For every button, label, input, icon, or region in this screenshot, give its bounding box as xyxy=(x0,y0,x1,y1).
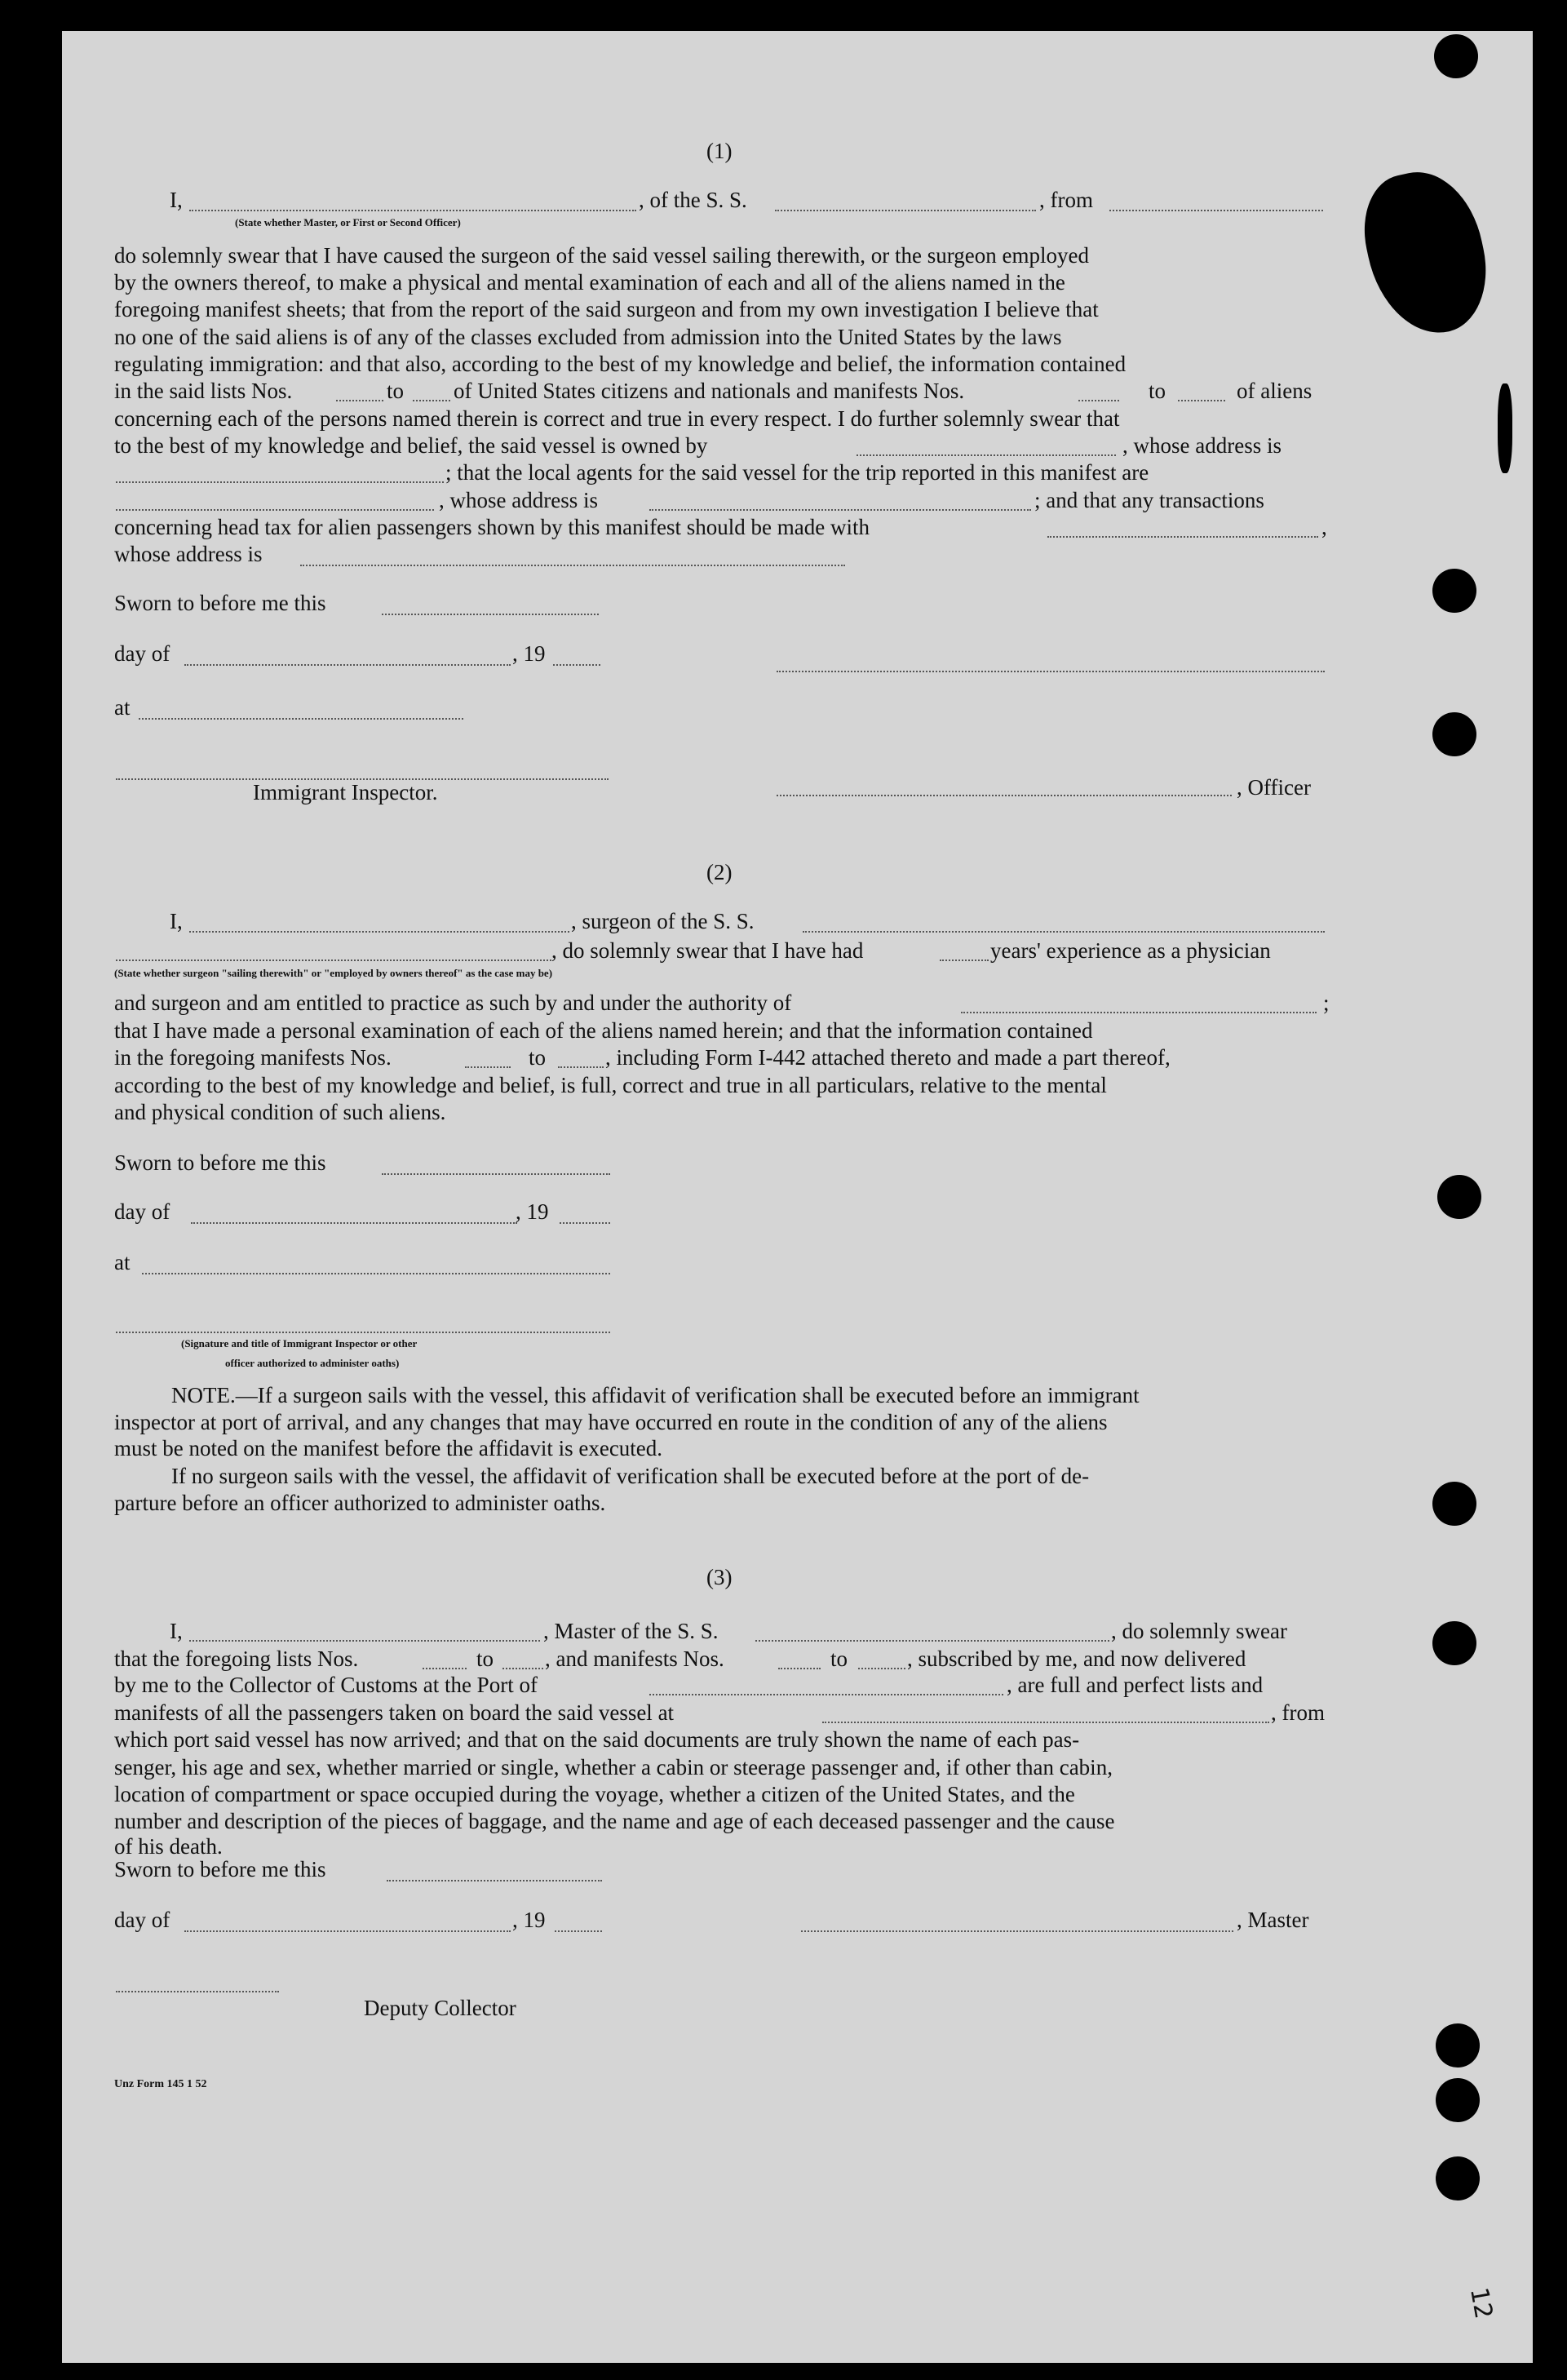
binder-hole xyxy=(1432,569,1476,613)
at-label: at xyxy=(114,1250,131,1274)
officer-rank-field[interactable] xyxy=(189,210,636,211)
affidavit-1-text: , whose address is xyxy=(439,488,598,512)
binder-hole xyxy=(1436,2078,1480,2122)
day-of-label: day of xyxy=(114,1199,170,1224)
affidavit-3-text: senger, his age and sex, whether married or single, whether a cabin or steerage passenger and, if other than cabin, xyxy=(114,1755,1113,1779)
section-2-heading: (2) xyxy=(706,860,733,884)
manifest-from-field[interactable] xyxy=(465,1066,511,1068)
affidavit-1-text: no one of the said aliens is of any of the classes excluded from admission into the United States by the laws xyxy=(114,325,1062,349)
deputy-collector-label: Deputy Collector xyxy=(364,1996,516,2020)
officer-line-label: I, xyxy=(170,188,183,212)
section-1-heading: (1) xyxy=(706,139,733,163)
manifests-to-field[interactable] xyxy=(858,1668,905,1669)
affidavit-3-text: location of compartment or space occupied during the voyage, whether a citizen of the United States, and the xyxy=(114,1782,1075,1806)
local-agents-field[interactable] xyxy=(116,509,434,511)
affidavit-1-text: , xyxy=(1321,515,1327,539)
surgeon-swear-text: years' experience as a physician xyxy=(990,938,1271,963)
affidavit-1-text: do solemnly swear that I have caused the surgeon of the said vessel sailing therewith, or the surgeon employed xyxy=(114,243,1089,268)
affidavit-2-text: , including Form I-442 attached thereto and made a part thereof, xyxy=(605,1045,1171,1070)
ship-label: , of the S. S. xyxy=(639,188,747,212)
month-field[interactable] xyxy=(191,1222,517,1224)
lists-from-field[interactable] xyxy=(336,400,383,401)
at-place-field[interactable] xyxy=(139,718,463,720)
at-place-field[interactable] xyxy=(142,1273,610,1274)
master-ship-field[interactable] xyxy=(755,1640,1109,1642)
affidavit-1-text: by the owners thereof, to make a physical and mental examination of each and all of the aliens named in the xyxy=(114,270,1065,295)
signature-note: officer authorized to administer oaths) xyxy=(225,1357,400,1369)
lists-to-field[interactable] xyxy=(413,400,450,401)
surgeon-name-field[interactable] xyxy=(189,931,569,933)
affidavit-3-text: of his death. xyxy=(114,1834,223,1859)
ship-name-field[interactable] xyxy=(775,210,1036,211)
affidavit-3-text: by me to the Collector of Customs at the Port of xyxy=(114,1673,538,1697)
lists-from-field[interactable] xyxy=(423,1668,467,1669)
head-tax-contact-field[interactable] xyxy=(1047,536,1318,538)
year-field[interactable] xyxy=(555,1930,602,1932)
affidavit-3-text: , and manifests Nos. xyxy=(545,1646,724,1671)
manifest-to-field[interactable] xyxy=(558,1066,604,1068)
affidavit-1-text: to xyxy=(387,379,405,403)
affidavit-1-text: , whose address is xyxy=(1122,433,1281,458)
note-text: parture before an officer authorized to administer oaths. xyxy=(114,1491,606,1515)
sworn-day-field[interactable] xyxy=(382,614,599,615)
month-field[interactable] xyxy=(184,1930,511,1932)
year-label: , 19 xyxy=(516,1199,549,1224)
authority-field[interactable] xyxy=(961,1012,1317,1013)
deputy-signature-line[interactable] xyxy=(116,1991,279,1992)
surgeon-swear-text: , do solemnly swear that I have had xyxy=(551,938,864,963)
sworn-day-field[interactable] xyxy=(387,1880,602,1881)
affidavit-3-text: number and description of the pieces of baggage, and the name and age of each deceased passenger and the cause xyxy=(114,1809,1115,1833)
sworn-day-field[interactable] xyxy=(382,1173,610,1175)
affidavit-2-text: ; xyxy=(1323,991,1330,1015)
surgeon-line-label: I, xyxy=(170,909,183,933)
affidavit-1-text: of aliens xyxy=(1237,379,1312,403)
affidavit-3-text: to xyxy=(830,1646,848,1671)
lists-to-field[interactable] xyxy=(502,1668,543,1669)
year-label: , 19 xyxy=(512,1908,546,1932)
year-label: , 19 xyxy=(512,641,546,666)
binder-hole xyxy=(1432,1621,1476,1665)
binder-hole xyxy=(1432,712,1476,756)
affidavit-1-text: in the said lists Nos. xyxy=(114,379,293,403)
master-label: , Master xyxy=(1237,1908,1309,1932)
immigrant-inspector-label: Immigrant Inspector. xyxy=(253,780,438,804)
affidavit-2-text: that I have made a personal examination of each of the aliens named herein; and that the information contained xyxy=(114,1018,1093,1043)
affidavit-1-text: concerning each of the persons named therein is correct and true in every respect. I do further solemnly swear that xyxy=(114,406,1120,431)
affidavit-1-text: regulating immigration: and that also, according to the best of my knowledge and belief, the information contained xyxy=(114,352,1127,376)
torn-edge xyxy=(1498,383,1512,473)
agents-address-field[interactable] xyxy=(649,509,1031,511)
affidavit-1-text: ; that the local agents for the said vessel for the trip reported in this manifest are xyxy=(445,460,1149,485)
affidavit-3-text: which port said vessel has now arrived; and that on the said documents are truly shown the name of each pas- xyxy=(114,1727,1080,1752)
affidavit-3-text: manifests of all the passengers taken on board the said vessel at xyxy=(114,1700,675,1725)
sworn-label: Sworn to before me this xyxy=(114,591,326,615)
inspector-signature-line[interactable] xyxy=(116,1332,610,1333)
head-tax-address-field[interactable] xyxy=(300,565,845,566)
form-number: Unz Form 145 1 52 xyxy=(114,2078,207,2090)
master-line-label: I, xyxy=(170,1619,183,1643)
from-label: , from xyxy=(1039,188,1093,212)
surgeon-type-note: (State whether surgeon "sailing therewith" or "employed by owners thereof" as the case may be) xyxy=(114,967,553,979)
manifests-from-field[interactable] xyxy=(778,1668,821,1669)
master-signature-line[interactable] xyxy=(801,1930,1233,1932)
owner-field[interactable] xyxy=(857,454,1116,456)
surgeon-ship-field[interactable] xyxy=(803,931,1325,933)
year-field[interactable] xyxy=(553,664,600,666)
affidavit-1-text: concerning head tax for alien passengers shown by this manifest should be made with xyxy=(114,515,870,539)
binder-hole xyxy=(1436,2023,1480,2068)
binder-hole xyxy=(1434,34,1478,78)
affidavit-3-text: , subscribed by me, and now delivered xyxy=(907,1646,1246,1671)
day-of-label: day of xyxy=(114,1908,170,1932)
owner-address-field[interactable] xyxy=(116,481,444,483)
surgeon-type-field[interactable] xyxy=(116,960,551,961)
affidavit-1-text: of United States citizens and nationals and manifests Nos. xyxy=(454,379,965,403)
affidavit-3-text: that the foregoing lists Nos. xyxy=(114,1646,359,1671)
master-of-label: , Master of the S. S. xyxy=(543,1619,719,1643)
affidavit-2-text: and physical condition of such aliens. xyxy=(114,1100,446,1124)
master-swear-label: , do solemnly swear xyxy=(1111,1619,1287,1643)
from-port-field[interactable] xyxy=(1109,210,1323,211)
manifests-from-field[interactable] xyxy=(1078,400,1119,401)
affidavit-1-text: ; and that any transactions xyxy=(1034,488,1264,512)
affidavit-3-text: to xyxy=(476,1646,494,1671)
affidavit-1-text: to xyxy=(1149,379,1166,403)
embark-port-field[interactable] xyxy=(822,1722,1269,1723)
at-label: at xyxy=(114,695,131,720)
section-3-heading: (3) xyxy=(706,1565,733,1589)
day-of-label: day of xyxy=(114,641,170,666)
month-field[interactable] xyxy=(184,664,511,666)
affidavit-3-text: , are full and perfect lists and xyxy=(1007,1673,1264,1697)
note-text: inspector at port of arrival, and any changes that may have occurred en route in the condition of any of the aliens xyxy=(114,1410,1108,1434)
affidavit-1-text: to the best of my knowledge and belief, the said vessel is owned by xyxy=(114,433,708,458)
affidavit-2-text: to xyxy=(529,1045,547,1070)
note-text: NOTE.—If a surgeon sails with the vessel, this affidavit of verification shall be executed before an immigrant xyxy=(171,1383,1140,1407)
sworn-label: Sworn to before me this xyxy=(114,1857,326,1881)
years-experience-field[interactable] xyxy=(940,960,989,961)
note-text: If no surgeon sails with the vessel, the affidavit of verification shall be executed before at the port of de- xyxy=(171,1464,1090,1488)
year-field[interactable] xyxy=(560,1222,610,1224)
officer-signature-line[interactable] xyxy=(777,795,1232,796)
affidavit-2-text: in the foregoing manifests Nos. xyxy=(114,1045,392,1070)
officer-signature-line-upper[interactable] xyxy=(777,671,1325,672)
margin-handwritten-number: 12 xyxy=(1464,2285,1498,2321)
affidavit-2-text: and surgeon and am entitled to practice as such by and under the authority of xyxy=(114,991,792,1015)
binder-hole xyxy=(1436,2156,1480,2201)
affidavit-1-text: whose address is xyxy=(114,542,263,566)
binder-hole xyxy=(1432,1482,1476,1526)
manifests-to-field[interactable] xyxy=(1178,400,1225,401)
affidavit-2-text: according to the best of my knowledge and belief, is full, correct and true in all particulars, relative to the mental xyxy=(114,1073,1107,1097)
affidavit-1-text: foregoing manifest sheets; that from the report of the said surgeon and from my own investigation I believe that xyxy=(114,297,1099,321)
note-text: must be noted on the manifest before the affidavit is executed. xyxy=(114,1436,663,1460)
master-name-field[interactable] xyxy=(189,1640,540,1642)
officer-label: , Officer xyxy=(1237,775,1311,800)
officer-rank-note: (State whether Master, or First or Second Officer) xyxy=(235,216,461,228)
sworn-label: Sworn to before me this xyxy=(114,1150,326,1175)
affidavit-3-text: , from xyxy=(1271,1700,1325,1725)
signature-note: (Signature and title of Immigrant Inspector or other xyxy=(181,1337,418,1350)
port-field[interactable] xyxy=(649,1694,1003,1695)
binder-hole xyxy=(1437,1175,1481,1219)
surgeon-of-label: , surgeon of the S. S. xyxy=(571,909,755,933)
